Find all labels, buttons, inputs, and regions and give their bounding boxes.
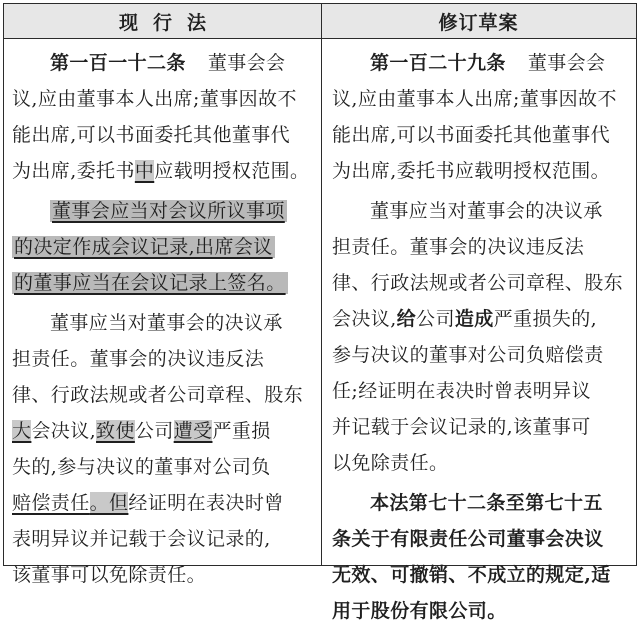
left-p3-line: 律、行政法规或者公司章程、股东 (12, 384, 304, 406)
right-p2-line: 参与决议的董事对公司负赔偿责 (332, 344, 604, 366)
header-current-law: 现行法 (4, 4, 322, 38)
left-p3-line: 失的,参与决议的董事对公司负 (12, 456, 271, 478)
left-p3-line: 该董事可以免除责任。 (12, 564, 207, 586)
left-paragraph-2-deleted (12, 193, 315, 301)
right-p3-line: 无效、可撤销、不成立的规定,适 (332, 564, 611, 586)
left-p3-text: 严重损 (212, 420, 271, 442)
left-highlight-da: 大 (12, 420, 32, 442)
current-law-column (4, 39, 322, 586)
right-p2-line: 律、行政法规或者公司章程、股东 (332, 272, 624, 294)
left-p2-highlight: 的董事应当在会议记录上签名。 (14, 272, 286, 294)
right-paragraph-3-added (332, 485, 629, 629)
left-highlight-dan: 。但 (89, 492, 129, 514)
left-p3-line: 担责任。董事会的决议违反法 (12, 348, 265, 370)
left-p1-text: 董事会会 (207, 52, 286, 74)
right-p2-text: 严重损失的, (493, 308, 598, 330)
header-revised-draft: 修订草案 (438, 11, 519, 34)
left-p3-line: 董事应当对董事会的决议承 (50, 312, 283, 334)
comparison-table (3, 3, 637, 622)
left-p1-text: 为出席,委托书 (12, 160, 135, 182)
right-paragraph-2 (332, 193, 629, 481)
right-p1-text: 董事会会 (527, 52, 606, 74)
right-p3-line: 条关于有限责任公司董事会决议 (332, 528, 604, 550)
right-bold-gei: 给 (396, 308, 417, 330)
revised-draft-column (322, 39, 635, 622)
right-p3-line: 本法第七十二条至第七十五 (370, 492, 603, 514)
right-p1-line: 议,应由董事本人出席;董事因故不 (332, 88, 617, 110)
right-p3-line: 用于股份有限公司。 (332, 600, 507, 622)
left-p1-line: 议,应由董事本人出席;董事因故不 (12, 88, 297, 110)
left-p3-text: 经证明在表决时曾 (128, 492, 284, 514)
left-p1-line: 能出席,可以书面委托其他董事代 (12, 124, 291, 146)
right-bold-zaocheng: 造成 (454, 308, 494, 330)
left-p3-text: 公司 (134, 420, 174, 442)
left-paragraph-1 (12, 45, 315, 189)
right-p2-line: 任;经证明在表决时曾表明异议 (332, 380, 592, 402)
left-p3-text: 会决议, (31, 420, 97, 442)
right-article-number: 第一百二十九条 (370, 52, 506, 74)
left-highlight-zaoshou: 遭受 (173, 420, 213, 442)
right-p2-line: 董事应当对董事会的决议承 (370, 200, 603, 222)
left-article-number: 第一百一十二条 (50, 52, 186, 74)
left-p3-line: 表明异议并记载于会议记录的, (12, 528, 271, 550)
left-p2-highlight: 董事会应当对会议所议事项 (52, 200, 285, 222)
right-p2-line: 担责任。董事会的决议违反法 (332, 236, 585, 258)
right-p1-line: 能出席,可以书面委托其他董事代 (332, 124, 611, 146)
left-underline-peichang: 赔偿责任 (12, 492, 90, 514)
left-highlight-zhishi: 致使 (96, 420, 135, 442)
right-p2-text: 公司 (416, 308, 455, 330)
left-p2-highlight: 的决定作成会议记录,出席会议 (14, 236, 273, 258)
left-paragraph-3 (12, 305, 315, 593)
right-p2-line: 并记载于会议记录的,该董事可 (332, 416, 591, 438)
left-p1-text: 应载明授权范围。 (154, 160, 310, 182)
table-header (4, 4, 636, 39)
left-highlight-zhong: 中 (134, 160, 155, 182)
right-p2-line: 以免除责任。 (332, 452, 449, 474)
right-paragraph-1 (332, 45, 629, 189)
right-p1-line: 为出席,委托书应载明授权范围。 (332, 160, 611, 182)
right-p2-text: 会决议, (332, 308, 397, 330)
